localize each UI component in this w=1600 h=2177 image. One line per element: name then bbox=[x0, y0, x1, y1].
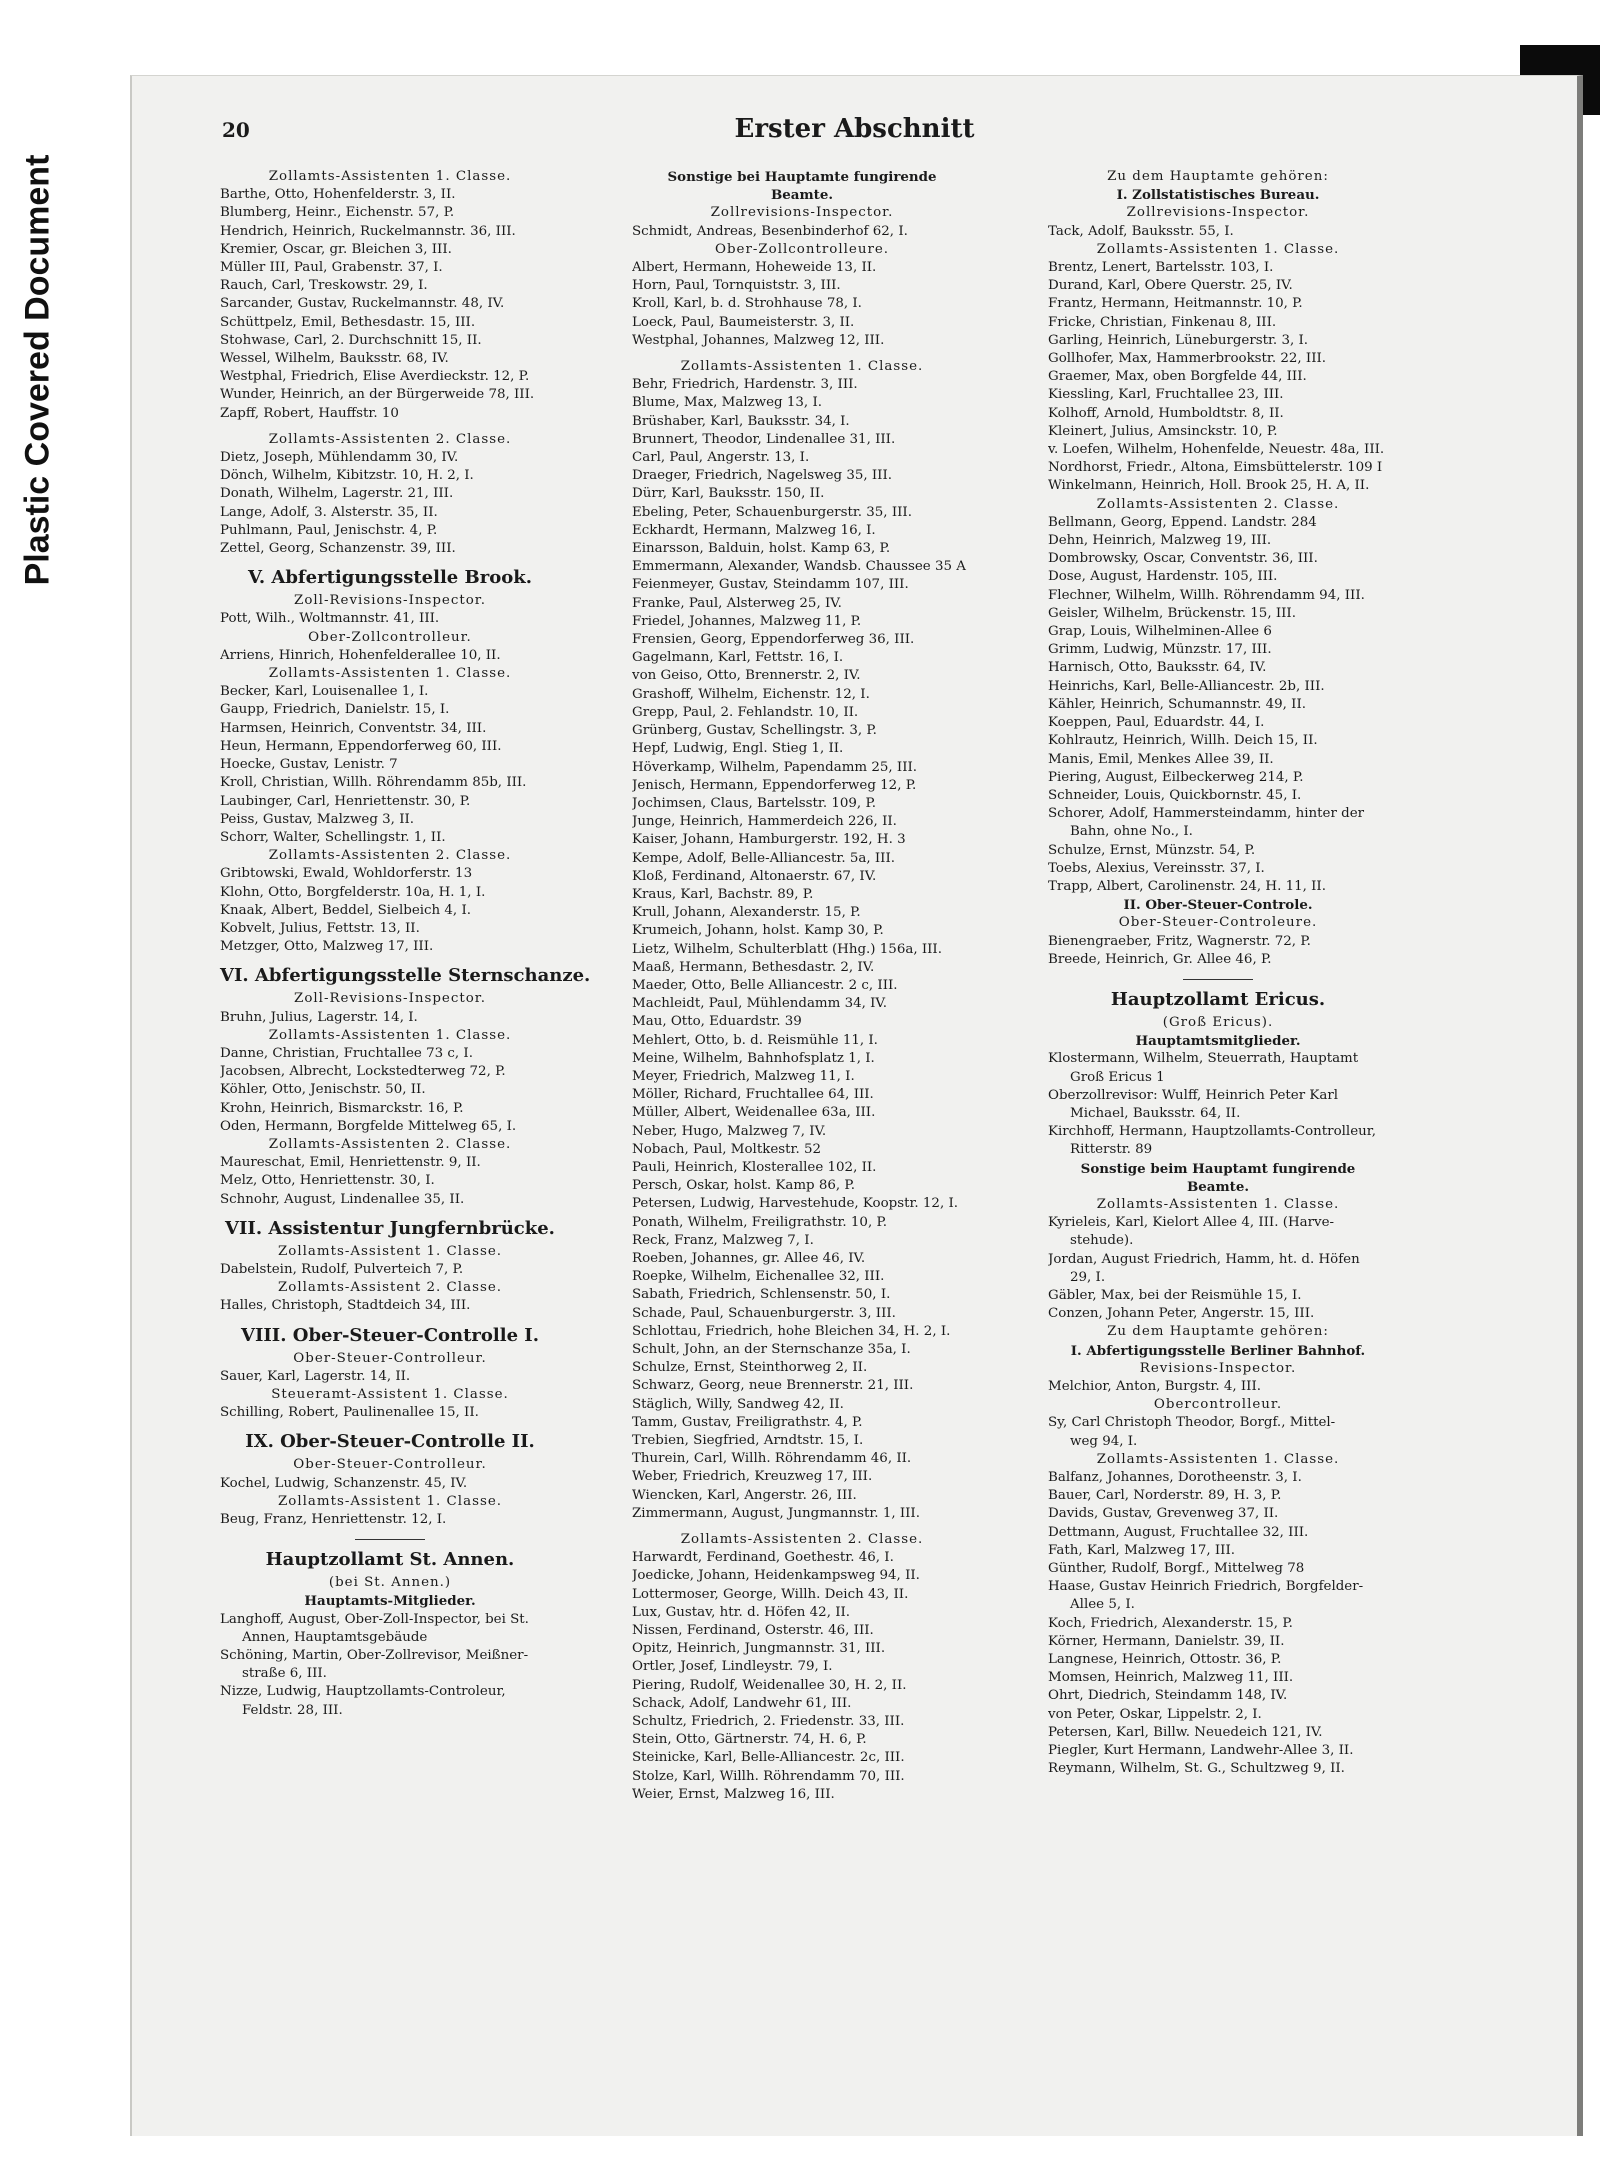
directory-entry: Klohn, Otto, Borgfelderstr. 10a, H. 1, I. bbox=[220, 884, 486, 900]
column-right bbox=[1048, 168, 1388, 1778]
directory-entry: Breede, Heinrich, Gr. Allee 46, P. bbox=[1048, 951, 1272, 967]
directory-entry: Dönch, Wilhelm, Kibitzstr. 10, H. 2, I. bbox=[220, 468, 474, 484]
section-heading: Zoll-Revisions-Inspector. bbox=[294, 991, 486, 1007]
directory-entry: Opitz, Heinrich, Jungmannstr. 31, III. bbox=[632, 1641, 886, 1657]
section-heading: Ober-Zollcontrolleure. bbox=[714, 241, 890, 257]
directory-entry: Pott, Wilh., Woltmannstr. 41, III. bbox=[220, 611, 440, 627]
directory-entry: Machleidt, Paul, Mühlendamm 34, IV. bbox=[632, 996, 888, 1012]
directory-entry: Heinrichs, Karl, Belle-Alliancestr. 2b, III. bbox=[1048, 678, 1325, 694]
section-heading: Zollamts-Assistenten 1. Classe. bbox=[268, 1027, 512, 1043]
directory-entry: Lietz, Wilhelm, Schulterblatt (Hhg.) 156a, III. bbox=[632, 941, 942, 957]
directory-entry: Piegler, Kurt Hermann, Landwehr-Allee 3, II. bbox=[1048, 1743, 1354, 1759]
directory-entry: Becker, Karl, Louisenallee 1, I. bbox=[220, 684, 429, 700]
directory-entry: Steinicke, Karl, Belle-Alliancestr. 2c, III. bbox=[632, 1750, 905, 1766]
directory-entry: Geisler, Wilhelm, Brückenstr. 15, III. bbox=[1048, 605, 1296, 621]
directory-entry: Kroll, Christian, Willh. Röhrendamm 85b, III. bbox=[220, 775, 527, 791]
directory-entry: Hendrich, Heinrich, Ruckelmannstr. 36, III. bbox=[220, 223, 516, 239]
directory-entry: Blumberg, Heinr., Eichenstr. 57, P. bbox=[220, 205, 455, 221]
directory-entry: Hoecke, Gustav, Lenistr. 7 bbox=[220, 757, 398, 773]
column-middle bbox=[632, 168, 972, 1804]
directory-entry: Schüttpelz, Emil, Bethesdastr. 15, III. bbox=[220, 314, 476, 330]
directory-entry: Trapp, Albert, Carolinenstr. 24, H. 11, II. bbox=[1048, 878, 1326, 894]
directory-entry: Schnohr, August, Lindenallee 35, II. bbox=[220, 1191, 465, 1207]
directory-entry: Haase, Gustav Heinrich Friedrich, Borgfelder- bbox=[1048, 1579, 1364, 1595]
directory-entry: Grashoff, Wilhelm, Eichenstr. 12, I. bbox=[632, 686, 870, 702]
directory-entry: Maureschat, Emil, Henriettenstr. 9, II. bbox=[220, 1155, 481, 1171]
section-heading: (Groß Ericus). bbox=[1162, 1014, 1274, 1030]
section-heading: Zollrevisions-Inspector. bbox=[1126, 205, 1310, 221]
directory-entry: Kochel, Ludwig, Schanzenstr. 45, IV. bbox=[220, 1475, 468, 1491]
directory-entry: Petersen, Ludwig, Harvestehude, Koopstr. 12, I. bbox=[632, 1196, 959, 1212]
entry-continuation: straße 6, III. bbox=[242, 1666, 327, 1682]
directory-entry: Maaß, Hermann, Bethesdastr. 2, IV. bbox=[632, 959, 875, 975]
office-heading: VI. Abfertigungsstelle Sternschanze. bbox=[220, 965, 591, 987]
directory-entry: Gagelmann, Karl, Fettstr. 16, I. bbox=[632, 650, 844, 666]
directory-entry: Carl, Paul, Angerstr. 13, I. bbox=[632, 450, 810, 466]
directory-entry: Roepke, Wilhelm, Eichenallee 32, III. bbox=[632, 1269, 885, 1285]
directory-entry: Kähler, Heinrich, Schumannstr. 49, II. bbox=[1048, 696, 1307, 712]
office-heading: VII. Assistentur Jungfernbrücke. bbox=[225, 1217, 555, 1239]
directory-entry: Persch, Oskar, holst. Kamp 86, P. bbox=[632, 1178, 855, 1194]
directory-entry: Mau, Otto, Eduardstr. 39 bbox=[632, 1014, 802, 1030]
directory-entry: Kyrieleis, Karl, Kielort Allee 4, III. (Harve- bbox=[1048, 1215, 1335, 1231]
directory-entry: Harwardt, Ferdinand, Goethestr. 46, I. bbox=[632, 1550, 894, 1566]
directory-entry: Franke, Paul, Alsterweg 25, IV. bbox=[632, 595, 842, 611]
directory-entry: Brentz, Lenert, Bartelsstr. 103, I. bbox=[1048, 260, 1274, 276]
section-heading: Ober-Steuer-Controlleur. bbox=[293, 1350, 487, 1366]
directory-entry: Beug, Franz, Henriettenstr. 12, I. bbox=[220, 1512, 447, 1527]
office-heading: IX. Ober-Steuer-Controlle II. bbox=[245, 1431, 535, 1453]
directory-entry: Einarsson, Balduin, holst. Kamp 63, P. bbox=[632, 541, 891, 557]
section-heading: Zoll-Revisions-Inspector. bbox=[294, 593, 486, 609]
directory-entry: Sabath, Friedrich, Schlensenstr. 50, I. bbox=[632, 1287, 891, 1303]
directory-entry: Feienmeyer, Gustav, Steindamm 107, III. bbox=[632, 577, 909, 593]
section-heading: Ober-Steuer-Controleure. bbox=[1118, 915, 1318, 931]
directory-entry: Schlottau, Friedrich, hohe Bleichen 34, H. 2, I. bbox=[632, 1323, 951, 1339]
office-heading: VIII. Ober-Steuer-Controlle I. bbox=[241, 1324, 539, 1346]
directory-entry: Dürr, Karl, Bauksstr. 150, II. bbox=[632, 486, 825, 502]
directory-entry: Schneider, Louis, Quickbornstr. 45, I. bbox=[1048, 787, 1302, 803]
directory-entry: Stolze, Karl, Willh. Röhrendamm 70, III. bbox=[632, 1768, 905, 1784]
directory-entry: Hepf, Ludwig, Engl. Stieg 1, II. bbox=[632, 741, 844, 757]
entry-continuation: Allee 5, I. bbox=[1070, 1597, 1135, 1613]
bold-heading: I. Zollstatistisches Bureau. bbox=[1116, 187, 1320, 204]
directory-entry: Gäbler, Max, bei der Reismühle 15, I. bbox=[1048, 1287, 1302, 1303]
directory-entry: Frantz, Hermann, Heitmannstr. 10, P. bbox=[1048, 296, 1303, 312]
entry-continuation: Michael, Bauksstr. 64, II. bbox=[1070, 1105, 1241, 1121]
directory-entry: Manis, Emil, Menkes Allee 39, II. bbox=[1048, 751, 1274, 767]
directory-entry: von Geiso, Otto, Brennerstr. 2, IV. bbox=[632, 668, 861, 684]
directory-entry: Günther, Rudolf, Borgf., Mittelweg 78 bbox=[1048, 1561, 1305, 1577]
directory-entry: Ohrt, Diedrich, Steindamm 148, IV. bbox=[1048, 1688, 1288, 1704]
directory-entry: Jochimsen, Claus, Bartelsstr. 109, P. bbox=[632, 795, 876, 811]
directory-entry: Grünberg, Gustav, Schellingstr. 3, P. bbox=[632, 723, 877, 739]
directory-entry: Fricke, Christian, Finkenau 8, III. bbox=[1048, 314, 1277, 330]
directory-entry: Schack, Adolf, Landwehr 61, III. bbox=[632, 1695, 852, 1711]
directory-entry: Durand, Karl, Obere Querstr. 25, IV. bbox=[1048, 278, 1293, 294]
directory-entry: Kobvelt, Julius, Fettstr. 13, II. bbox=[220, 920, 420, 936]
entry-continuation: Ritterstr. 89 bbox=[1070, 1142, 1153, 1158]
directory-entry: Zapff, Robert, Hauffstr. 10 bbox=[220, 405, 399, 421]
directory-entry: Nizze, Ludwig, Hauptzollamts-Controleur, bbox=[220, 1684, 506, 1700]
directory-entry: Mehlert, Otto, b. d. Reismühle 11, I. bbox=[632, 1032, 878, 1048]
bold-heading: Beamte. bbox=[770, 187, 834, 204]
bold-heading: Hauptamtsmitglieder. bbox=[1135, 1033, 1301, 1050]
directory-entry: Sarcander, Gustav, Ruckelmannstr. 48, IV. bbox=[220, 296, 505, 312]
section-heading: Zu dem Hauptamte gehören: bbox=[1107, 169, 1329, 184]
directory-entry: Müller III, Paul, Grabenstr. 37, I. bbox=[220, 260, 443, 276]
section-heading: Zollamts-Assistenten 1. Classe. bbox=[680, 359, 924, 375]
directory-entry: Rauch, Carl, Treskowstr. 29, I. bbox=[220, 278, 428, 294]
bold-heading: Sonstige bei Hauptamte fungirende bbox=[667, 169, 937, 185]
directory-entry: Lottermoser, George, Willh. Deich 43, II. bbox=[632, 1586, 909, 1602]
directory-entry: Trebien, Siegfried, Arndtstr. 15, I. bbox=[632, 1433, 864, 1449]
section-heading: Zollamts-Assistent 1. Classe. bbox=[278, 1493, 502, 1509]
directory-entry: Puhlmann, Paul, Jenischstr. 4, P. bbox=[220, 522, 438, 538]
directory-entry: Dose, August, Hardenstr. 105, III. bbox=[1048, 569, 1278, 585]
entry-continuation: Groß Ericus 1 bbox=[1070, 1069, 1165, 1085]
directory-entry: Schorer, Adolf, Hammersteindamm, hinter der bbox=[1048, 806, 1365, 822]
divider-rule bbox=[355, 1539, 425, 1540]
directory-entry: Bauer, Carl, Norderstr. 89, H. 3, P. bbox=[1048, 1488, 1282, 1504]
directory-entry: Thurein, Carl, Willh. Röhrendamm 46, II. bbox=[632, 1451, 912, 1467]
directory-entry: Junge, Heinrich, Hammerdeich 226, II. bbox=[632, 814, 897, 830]
directory-entry: Melz, Otto, Henriettenstr. 30, I. bbox=[220, 1173, 435, 1189]
directory-entry: Gaupp, Friedrich, Danielstr. 15, I. bbox=[220, 702, 450, 718]
directory-entry: Kiessling, Karl, Fruchtallee 23, III. bbox=[1048, 387, 1284, 403]
directory-entry: Graemer, Max, oben Borgfelde 44, III. bbox=[1048, 369, 1307, 385]
directory-entry: Nobach, Paul, Moltkestr. 52 bbox=[632, 1141, 821, 1157]
directory-entry: Winkelmann, Heinrich, Holl. Brook 25, H. A, II. bbox=[1048, 478, 1370, 494]
directory-entry: Dombrowsky, Oscar, Conventstr. 36, III. bbox=[1048, 551, 1318, 567]
directory-entry: Körner, Hermann, Danielstr. 39, II. bbox=[1048, 1633, 1285, 1649]
directory-entry: Emmermann, Alexander, Wandsb. Chaussee 35 A bbox=[632, 559, 966, 575]
directory-entry: Maeder, Otto, Belle Alliancestr. 2 c, III. bbox=[632, 977, 898, 993]
directory-entry: Kroll, Karl, b. d. Strohhause 78, I. bbox=[632, 296, 862, 312]
directory-entry: Donath, Wilhelm, Lagerstr. 21, III. bbox=[220, 486, 454, 502]
section-heading: Zollamts-Assistenten 2. Classe. bbox=[680, 1532, 924, 1548]
directory-entry: Krull, Johann, Alexanderstr. 15, P. bbox=[632, 905, 861, 921]
directory-entry: Friedel, Johannes, Malzweg 11, P. bbox=[632, 613, 862, 629]
spacer bbox=[220, 423, 560, 431]
directory-entry: Grepp, Paul, 2. Fehlandstr. 10, II. bbox=[632, 704, 859, 720]
section-heading: Zollamts-Assistenten 2. Classe. bbox=[268, 431, 512, 447]
directory-entry: Meyer, Friedrich, Malzweg 11, I. bbox=[632, 1068, 855, 1084]
directory-entry: Lange, Adolf, 3. Alsterstr. 35, II. bbox=[220, 504, 438, 520]
office-heading: Hauptzollamt Ericus. bbox=[1110, 988, 1326, 1010]
divider-rule bbox=[1183, 979, 1253, 980]
bold-heading: Sonstige beim Hauptamt fungirende bbox=[1080, 1160, 1356, 1177]
directory-entry: Weier, Ernst, Malzweg 16, III. bbox=[632, 1786, 835, 1802]
directory-entry: Bellmann, Georg, Eppend. Landstr. 284 bbox=[1048, 514, 1317, 530]
directory-entry: Schmidt, Andreas, Besenbinderhof 62, I. bbox=[632, 223, 908, 239]
directory-entry: Piering, August, Eilbeckerweg 214, P. bbox=[1048, 769, 1304, 785]
spacer bbox=[632, 350, 972, 358]
directory-entry: Langhoff, August, Ober-Zoll-Inspector, bei St. bbox=[220, 1611, 529, 1627]
bold-heading: I. Abfertigungsstelle Berliner Bahnhof. bbox=[1070, 1342, 1366, 1359]
directory-entry: Schulze, Ernst, Steinthorweg 2, II. bbox=[632, 1360, 868, 1376]
directory-entry: Fath, Karl, Malzweg 17, III. bbox=[1048, 1542, 1235, 1558]
section-heading: Ober-Steuer-Controlleur. bbox=[293, 1457, 487, 1473]
side-label-text: Plastic Covered Document bbox=[18, 154, 57, 586]
directory-entry: Draeger, Friedrich, Nagelsweg 35, III. bbox=[632, 468, 893, 484]
directory-entry: Momsen, Heinrich, Malzweg 11, III. bbox=[1048, 1670, 1294, 1686]
directory-entry: Davids, Gustav, Grevenweg 37, II. bbox=[1048, 1506, 1279, 1522]
section-heading: Zollamts-Assistenten 2. Classe. bbox=[268, 1136, 512, 1152]
directory-entry: Stäglich, Willy, Sandweg 42, II. bbox=[632, 1396, 844, 1412]
section-heading: Zollamts-Assistenten 1. Classe. bbox=[268, 666, 512, 682]
directory-entry: Zimmermann, August, Jungmannstr. 1, III. bbox=[632, 1505, 920, 1521]
directory-entry: Westphal, Johannes, Malzweg 12, III. bbox=[632, 332, 885, 348]
directory-entry: Piering, Rudolf, Weidenallee 30, H. 2, II. bbox=[632, 1677, 907, 1693]
directory-entry: Schultz, Friedrich, 2. Friedenstr. 33, III. bbox=[632, 1714, 905, 1730]
section-heading: Zollamts-Assistenten 2. Classe. bbox=[268, 848, 512, 864]
directory-entry: Kremier, Oscar, gr. Bleichen 3, III. bbox=[220, 241, 452, 257]
section-heading: Revisions-Inspector. bbox=[1139, 1360, 1297, 1376]
directory-entry: Stohwase, Carl, 2. Durchschnitt 15, II. bbox=[220, 332, 482, 348]
section-heading: Zollamts-Assistent 2. Classe. bbox=[278, 1280, 502, 1296]
directory-entry: Peiss, Gustav, Malzweg 3, II. bbox=[220, 811, 415, 827]
directory-entry: Möller, Richard, Fruchtallee 64, III. bbox=[632, 1087, 874, 1103]
section-heading: Zollamts-Assistenten 1. Classe. bbox=[1096, 1196, 1340, 1212]
directory-entry: Arriens, Hinrich, Hohenfelderallee 10, II. bbox=[220, 647, 501, 663]
directory-entry: Eckhardt, Hermann, Malzweg 16, I. bbox=[632, 522, 876, 538]
directory-entry: Roeben, Johannes, gr. Allee 46, IV. bbox=[632, 1250, 866, 1266]
directory-entry: Toebs, Alexius, Vereinsstr. 37, I. bbox=[1048, 860, 1265, 876]
directory-entry: Brunnert, Theodor, Lindenallee 31, III. bbox=[632, 431, 896, 447]
entry-continuation: Annen, Hauptamtsgebäude bbox=[242, 1629, 428, 1645]
directory-entry: Harnisch, Otto, Bauksstr. 64, IV. bbox=[1048, 660, 1267, 676]
directory-entry: Kleinert, Julius, Amsinckstr. 10, P. bbox=[1048, 423, 1278, 439]
entry-continuation: Bahn, ohne No., I. bbox=[1070, 824, 1193, 840]
directory-entry: Bienengraeber, Fritz, Wagnerstr. 72, P. bbox=[1048, 933, 1311, 949]
section-heading: Zollamts-Assistenten 1. Classe. bbox=[1096, 241, 1340, 257]
directory-entry: Brüshaber, Karl, Bauksstr. 34, I. bbox=[632, 413, 850, 429]
section-heading: Obercontrolleur. bbox=[1153, 1397, 1283, 1413]
directory-entry: Laubinger, Carl, Henriettenstr. 30, P. bbox=[220, 793, 471, 809]
directory-entry: Flechner, Wilhelm, Willh. Röhrendamm 94, III. bbox=[1048, 587, 1365, 603]
directory-entry: Gribtowski, Ewald, Wohldorferstr. 13 bbox=[220, 866, 473, 882]
directory-entry: Schult, John, an der Sternschanze 35a, I. bbox=[632, 1342, 911, 1357]
directory-entry: Dabelstein, Rudolf, Pulverteich 7, P. bbox=[220, 1261, 464, 1277]
section-header: Erster Abschnitt bbox=[734, 114, 975, 144]
directory-entry: Knaak, Albert, Beddel, Sielbeich 4, I. bbox=[220, 902, 471, 918]
directory-entry: Nissen, Ferdinand, Osterstr. 46, III. bbox=[632, 1623, 874, 1639]
office-heading: V. Abfertigungsstelle Brook. bbox=[248, 567, 532, 589]
directory-entry: Garling, Heinrich, Lüneburgerstr. 3, I. bbox=[1048, 332, 1309, 348]
directory-entry: Gollhofer, Max, Hammerbrookstr. 22, III. bbox=[1048, 351, 1327, 367]
directory-entry: Sauer, Karl, Lagerstr. 14, II. bbox=[220, 1368, 411, 1384]
directory-entry: Metzger, Otto, Malzweg 17, III. bbox=[220, 939, 434, 955]
directory-entry: Langnese, Heinrich, Ottostr. 36, P. bbox=[1048, 1652, 1282, 1668]
directory-entry: Lux, Gustav, htr. d. Höfen 42, II. bbox=[632, 1604, 851, 1620]
directory-entry: Kolhoff, Arnold, Humboldtstr. 8, II. bbox=[1048, 405, 1284, 421]
section-heading: Zollamts-Assistent 1. Classe. bbox=[278, 1243, 502, 1259]
directory-entry: Müller, Albert, Weidenallee 63a, III. bbox=[632, 1105, 876, 1121]
directory-entry: Nordhorst, Friedr., Altona, Eimsbüttelerstr. 109 I bbox=[1048, 460, 1383, 476]
directory-entry: Loeck, Paul, Baumeisterstr. 3, II. bbox=[632, 314, 855, 330]
directory-entry: Kaiser, Johann, Hamburgerstr. 192, H. 3 bbox=[632, 832, 906, 848]
directory-entry: Pauli, Heinrich, Klosterallee 102, II. bbox=[632, 1159, 877, 1175]
section-heading: Zollamts-Assistenten 2. Classe. bbox=[1096, 496, 1340, 512]
section-heading: Zollamts-Assistenten 1. Classe. bbox=[1096, 1451, 1340, 1467]
directory-entry: Schilling, Robert, Paulinenallee 15, II. bbox=[220, 1405, 479, 1421]
directory-entry: Kohlrautz, Heinrich, Willh. Deich 15, II. bbox=[1048, 733, 1318, 749]
directory-entry: Schwarz, Georg, neue Brennerstr. 21, III. bbox=[632, 1378, 914, 1394]
section-heading: (bei St. Annen.) bbox=[328, 1575, 452, 1591]
directory-entry: Oberzollrevisor: Wulff, Heinrich Peter Karl bbox=[1048, 1087, 1339, 1103]
directory-entry: Blume, Max, Malzweg 13, I. bbox=[632, 395, 822, 411]
section-heading: Zollrevisions-Inspector. bbox=[710, 205, 894, 221]
directory-entry: Behr, Friedrich, Hardenstr. 3, III. bbox=[632, 377, 858, 393]
directory-entry: Bruhn, Julius, Lagerstr. 14, I. bbox=[220, 1009, 418, 1025]
directory-entry: Schulze, Ernst, Münzstr. 54, P. bbox=[1048, 842, 1256, 858]
directory-entry: Stein, Otto, Gärtnerstr. 74, H. 6, P. bbox=[632, 1732, 867, 1748]
directory-entry: Horn, Paul, Tornquiststr. 3, III. bbox=[632, 278, 841, 294]
section-heading: Zollamts-Assistenten 1. Classe. bbox=[268, 169, 512, 184]
page-number: 20 bbox=[222, 118, 250, 142]
directory-entry: Halles, Christoph, Stadtdeich 34, III. bbox=[220, 1298, 471, 1314]
directory-entry: Melchior, Anton, Burgstr. 4, III. bbox=[1048, 1379, 1261, 1394]
directory-entry: Joedicke, Johann, Heidenkampsweg 94, II. bbox=[632, 1568, 920, 1584]
directory-entry: Wessel, Wilhelm, Bauksstr. 68, IV. bbox=[220, 351, 449, 367]
directory-entry: Schorr, Walter, Schellingstr. 1, II. bbox=[220, 829, 446, 845]
directory-entry: Jordan, August Friedrich, Hamm, ht. d. Höfen bbox=[1048, 1251, 1360, 1267]
office-heading: Hauptzollamt St. Annen. bbox=[265, 1549, 515, 1571]
side-label bbox=[8, 90, 68, 650]
column-left bbox=[220, 168, 591, 1720]
directory-entry: Koeppen, Paul, Eduardstr. 44, I. bbox=[1048, 715, 1265, 731]
directory-entry: Neber, Hugo, Malzweg 7, IV. bbox=[632, 1123, 827, 1139]
directory-entry: Krumeich, Johann, holst. Kamp 30, P. bbox=[632, 923, 884, 939]
directory-entry: Oden, Hermann, Borgfelde Mittelweg 65, I. bbox=[220, 1118, 517, 1134]
directory-entry: Kirchhoff, Hermann, Hauptzollamts-Controlleur, bbox=[1048, 1124, 1376, 1140]
directory-entry: Reymann, Wilhelm, St. G., Schultzweg 9, II. bbox=[1048, 1761, 1345, 1777]
directory-entry: Tamm, Gustav, Freiligrathstr. 4, P. bbox=[632, 1414, 863, 1430]
directory-entry: Klostermann, Wilhelm, Steuerrath, Hauptamt bbox=[1048, 1051, 1359, 1067]
directory-entry: Albert, Hermann, Hoheweide 13, II. bbox=[632, 260, 877, 276]
directory-entry: Danne, Christian, Fruchtallee 73 c, I. bbox=[220, 1045, 473, 1061]
directory-entry: Dehn, Heinrich, Malzweg 19, III. bbox=[1048, 533, 1272, 549]
directory-entry: Petersen, Karl, Billw. Neuedeich 121, IV. bbox=[1048, 1724, 1323, 1740]
entry-continuation: Feldstr. 28, III. bbox=[242, 1702, 343, 1718]
directory-entry: Jenisch, Hermann, Eppendorferweg 12, P. bbox=[632, 777, 917, 793]
entry-continuation: 29, I. bbox=[1070, 1269, 1106, 1285]
directory-entry: Koch, Friedrich, Alexanderstr. 15, P. bbox=[1048, 1615, 1293, 1631]
directory-entry: Dietz, Joseph, Mühlendamm 30, IV. bbox=[220, 450, 459, 466]
bold-heading: Hauptamts-Mitglieder. bbox=[304, 1593, 476, 1610]
directory-entry: Schöning, Martin, Ober-Zollrevisor, Meißner- bbox=[220, 1648, 529, 1664]
directory-entry: Ponath, Wilhelm, Freiligrathstr. 10, P. bbox=[632, 1214, 888, 1230]
document-page bbox=[130, 75, 1583, 2136]
directory-entry: Balfanz, Johannes, Dorotheenstr. 3, I. bbox=[1048, 1470, 1302, 1486]
directory-entry: Harmsen, Heinrich, Conventstr. 34, III. bbox=[220, 720, 487, 736]
directory-entry: Ortler, Josef, Lindleystr. 79, I. bbox=[632, 1659, 833, 1675]
bold-heading: Beamte. bbox=[1186, 1178, 1250, 1195]
entry-continuation: stehude). bbox=[1070, 1233, 1134, 1249]
directory-entry: Kempe, Adolf, Belle-Alliancestr. 5a, III. bbox=[632, 850, 896, 866]
directory-entry: Höverkamp, Wilhelm, Papendamm 25, III. bbox=[632, 759, 918, 775]
directory-entry: Kraus, Karl, Bachstr. 89, P. bbox=[632, 886, 814, 902]
directory-entry: v. Loefen, Wilhelm, Hohenfelde, Neuestr. 48a, III. bbox=[1048, 442, 1385, 458]
section-heading: Zu dem Hauptamte gehören: bbox=[1107, 1324, 1329, 1340]
entry-continuation: weg 94, I. bbox=[1070, 1433, 1138, 1449]
directory-entry: Jacobsen, Albrecht, Lockstedterweg 72, P. bbox=[220, 1064, 506, 1080]
directory-entry: Meine, Wilhelm, Bahnhofsplatz 1, I. bbox=[632, 1050, 875, 1066]
directory-entry: Schade, Paul, Schauenburgerstr. 3, III. bbox=[632, 1305, 896, 1321]
directory-entry: Tack, Adolf, Bauksstr. 55, I. bbox=[1048, 223, 1234, 239]
directory-entry: Grimm, Ludwig, Münzstr. 17, III. bbox=[1048, 642, 1272, 658]
directory-entry: Conzen, Johann Peter, Angerstr. 15, III. bbox=[1048, 1306, 1315, 1322]
directory-entry: Wiencken, Karl, Angerstr. 26, III. bbox=[632, 1487, 857, 1503]
directory-entry: Zettel, Georg, Schanzenstr. 39, III. bbox=[220, 541, 456, 557]
directory-entry: Westphal, Friedrich, Elise Averdieckstr. 12, P. bbox=[220, 369, 530, 385]
directory-entry: Dettmann, August, Fruchtallee 32, III. bbox=[1048, 1524, 1309, 1540]
section-heading: Ober-Zollcontrolleur. bbox=[308, 629, 472, 645]
directory-entry: Kloß, Ferdinand, Altonaerstr. 67, IV. bbox=[632, 868, 877, 884]
directory-entry: Krohn, Heinrich, Bismarckstr. 16, P. bbox=[220, 1100, 464, 1116]
directory-entry: Weber, Friedrich, Kreuzweg 17, III. bbox=[632, 1469, 873, 1485]
bold-heading: II. Ober-Steuer-Controle. bbox=[1123, 897, 1313, 914]
section-heading: Steueramt-Assistent 1. Classe. bbox=[271, 1386, 509, 1402]
directory-entry: Ebeling, Peter, Schauenburgerstr. 35, III. bbox=[632, 504, 912, 520]
directory-entry: Köhler, Otto, Jenischstr. 50, II. bbox=[220, 1082, 426, 1098]
directory-entry: Sy, Carl Christoph Theodor, Borgf., Mittel- bbox=[1048, 1415, 1336, 1431]
directory-entry: Heun, Hermann, Eppendorferweg 60, III. bbox=[220, 738, 502, 754]
directory-entry: Frensien, Georg, Eppendorferweg 36, III. bbox=[632, 632, 915, 648]
directory-entry: Grap, Louis, Wilhelminen-Allee 6 bbox=[1048, 624, 1272, 640]
directory-entry: Wunder, Heinrich, an der Bürgerweide 78, III. bbox=[220, 387, 535, 403]
directory-entry: Reck, Franz, Malzweg 7, I. bbox=[632, 1232, 814, 1248]
spacer bbox=[632, 1523, 972, 1531]
directory-entry: Barthe, Otto, Hohenfelderstr. 3, II. bbox=[220, 187, 456, 203]
directory-entry: von Peter, Oskar, Lippelstr. 2, I. bbox=[1048, 1706, 1262, 1722]
